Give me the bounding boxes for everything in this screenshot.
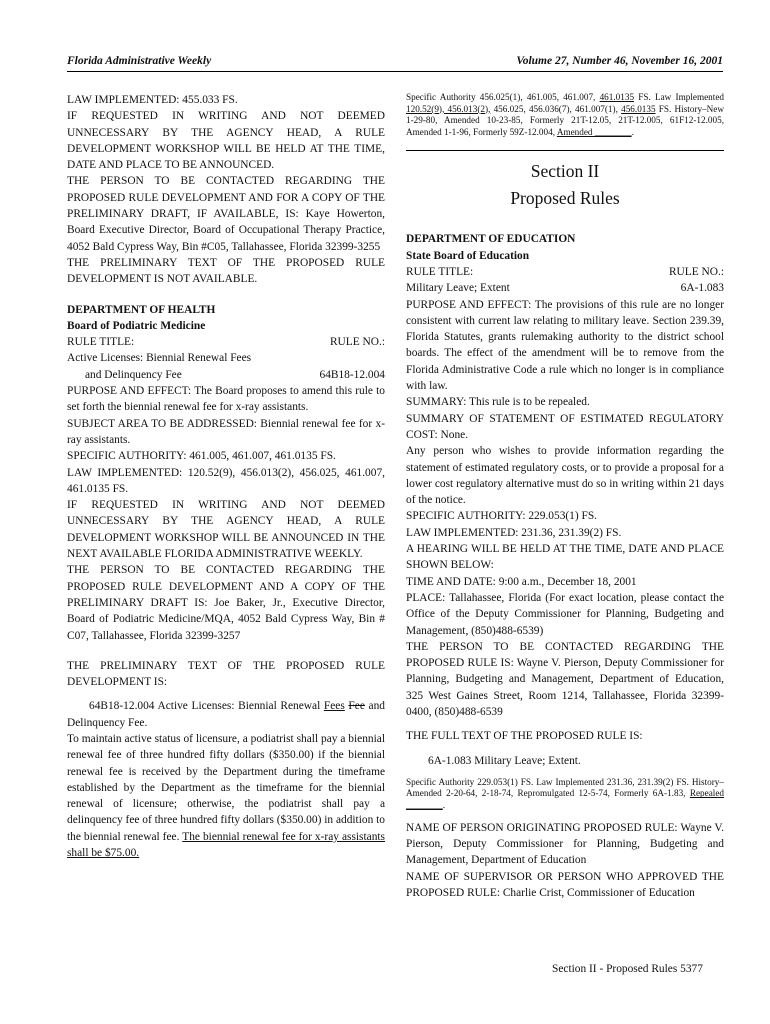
history-insert-2: 120.52(9), 456.013(2), [406,103,491,114]
department-heading-2: DEPARTMENT OF EDUCATION [406,233,576,246]
rule-title-line-2: and Delinquency Fee [85,368,182,381]
regulatory-cost: SUMMARY OF STATEMENT OF ESTIMATED REGULATORY COST: None. [406,412,724,441]
summary: SUMMARY: This rule is to be repealed. [406,396,590,409]
rule-title-label: RULE TITLE: [67,336,135,349]
rule-text-part-2: and Delinquency Fee. [67,700,385,729]
rule-title-label-2: RULE TITLE: [406,265,474,278]
rule-title-line-1: Active Licenses: Biennial Renewal Fees [67,352,252,365]
issue-info: Volume 27, Number 46, November 16, 2001 [516,55,723,67]
publication-title: Florida Administrative Weekly [67,55,212,67]
rule-title-row-2 [67,367,385,383]
deleted-text: Fee [348,700,365,713]
originator: NAME OF PERSON ORIGINATING PROPOSED RULE: Wayne V. Pierson, Deputy Commissioner for Planning, Budgeting and Management, Department of Education [406,821,724,867]
inserted-text: Fees [323,700,345,713]
history-2-text: Specific Authority 229.053(1) FS. Law Implemented 231.36, 231.39(2) FS. History–Amended 2-20-64, 2-18-74, Repromulgated 12-5-74, Formerly 6A-1.83, [406,776,724,799]
cost-proposal-notice: Any person who wishes to provide information regarding the statement of estimated regulatory costs, or to provide a proposal for a lower cost regulatory alternative must do so in writing within 21 days of the notice. [406,445,724,507]
rule-text-heading [67,698,385,731]
law-implemented-2: LAW IMPLEMENTED: 120.52(9), 456.013(2), 456.025, 461.007, 461.0135 FS. [67,466,385,495]
full-text-heading: THE FULL TEXT OF THE PROPOSED RULE IS: [406,730,643,743]
specific-authority: SPECIFIC AUTHORITY: 461.005, 461.007, 461.0135 FS. [67,450,336,463]
section-subtitle: Proposed Rules [510,188,620,209]
history-2-repealed: Repealed ________ [406,788,725,811]
history-part-2: FS. Law Implemented [638,92,724,102]
department-heading: DEPARTMENT OF HEALTH [67,303,216,316]
left-column [67,92,385,861]
hearing-time: TIME AND DATE: 9:00 a.m., December 18, 2001 [406,575,637,588]
hearing-place: PLACE: Tallahassee, Florida (For exact location, please contact the Office of the Deputy Commissioner for Planning, Budgeting and Management, (850)488-6539) [406,591,724,637]
history-insert-3: 456.0135 [621,103,656,114]
law-implemented-3: LAW IMPLEMENTED: 231.36, 231.39(2) FS. [406,526,622,539]
page-footer: Section II - Proposed Rules 5377 [552,963,703,975]
rule-no-label-2: RULE NO.: [668,265,724,278]
subject-area: SUBJECT AREA TO BE ADDRESSED: Biennial renewal fee for x-ray assistants. [67,417,385,446]
law-implemented: LAW IMPLEMENTED: 455.033 FS. [67,94,238,106]
workshop-notice: IF REQUESTED IN WRITING AND NOT DEEMED UNNECESSARY BY THE AGENCY HEAD, A RULE DEVELOPMENT WORKSHOP WILL BE HELD AT THE TIME, DATE AND PLACE TO BE ANNOUNCED. [67,110,385,172]
contact-person-2: THE PERSON TO BE CONTACTED REGARDING THE PROPOSED RULE DEVELOPMENT AND A COPY OF THE PRELIMINARY DRAFT IS: Joe Baker, Jr., Executive Director, Board of Podiatric Medicine/MQA, 4052 Bald Cypress Way, Bin # C07, Tallahassee, Florida 32399-3257 [67,564,385,642]
rule-title-2: Military Leave; Extent [406,282,510,295]
purpose-and-effect: PURPOSE AND EFFECT: The Board proposes to amend this rule to set forth the biennial renewal fee for x-ray assistants. [67,385,385,414]
preliminary-text-heading: THE PRELIMINARY TEXT OF THE PROPOSED RULE DEVELOPMENT IS: [67,659,385,689]
rule-title-row [67,334,385,350]
rule-no-label: RULE NO.: [329,336,385,349]
section-divider [406,150,724,151]
workshop-notice-2: IF REQUESTED IN WRITING AND NOT DEEMED UNNECESSARY BY THE AGENCY HEAD, A RULE DEVELOPMENT WORKSHOP WILL BE ANNOUNCED IN THE NEXT AVAILABLE FLORIDA ADMINISTRATIVE WEEKLY. [67,499,385,561]
contact-person-3: THE PERSON TO BE CONTACTED REGARDING THE PROPOSED RULE IS: Wayne V. Pierson, Deputy Commissioner for Planning, Budgeting and Management, Department of Education, 325 West Gaines Street, Room 1214, Tallahassee, Florida 32399-0400, (850)488-6539 [406,640,724,718]
rule-number: 64B18-12.004 [319,368,385,381]
running-header [67,55,723,72]
history-insert-4: Amended ________ [556,126,632,137]
contact-person: THE PERSON TO BE CONTACTED REGARDING THE PROPOSED RULE DEVELOPMENT AND FOR A COPY OF THE PRELIMINARY DRAFT, IF AVAILABLE, IS: Kaye Howerton, Board Executive Director, Board of Occupational Therapy Practice, 4052 Bald Cypress Way, Bin #C05, Tallahassee, Florida 32399-3255 [67,175,385,253]
inserted-text-2: The biennial renewal fee for x-ray assistants shall be $75.00. [67,830,385,860]
rule-title-row-4 [406,280,724,296]
rule-title-row-3 [406,264,724,280]
section-title: Section II [530,161,600,182]
right-column [406,92,724,901]
history-insert-1: 461.0135 [599,92,635,102]
rule-number-2: 6A-1.083 [680,282,724,295]
board-heading: Board of Podiatric Medicine [67,319,206,332]
history-part-1: Specific Authority 456.025(1), 461.005, 461.007, [406,92,596,102]
rule-body-text: To maintain active status of licensure, a podiatrist shall pay a biennial renewal fee of three hundred fifty dollars ($350.00) if the biennial renewal fee is received by the Department during the timeframe established by the Department as the timeframe for the biennial renewal of licensure; otherwise, the podiatrist shall pay a delinquency fee of three hundred fifty dollars ($350.00) in addition to the biennial renewal fee. [67,732,385,843]
history-part-4: FS. History–New 1-29-80, Amended 10-23-85, Formerly 21T-12.05, 21T-12.005, 61F12-12.005, Amended 1-1-96, Formerly 59Z-12.004, [406,103,725,137]
hearing-notice: A HEARING WILL BE HELD AT THE TIME, DATE AND PLACE SHOWN BELOW: [406,543,724,572]
rule-body [67,731,385,861]
preliminary-text-notice: THE PRELIMINARY TEXT OF THE PROPOSED RULE DEVELOPMENT IS NOT AVAILABLE. [67,256,385,286]
specific-authority-2: SPECIFIC AUTHORITY: 229.053(1) FS. [406,510,598,523]
history-note-2: Specific Authority 229.053(1) FS. Law Implemented 231.36, 231.39(2) FS. History–Amended 2-20-64, 2-18-74, Repromulgated 12-5-74, Formerly 6A-1.83, Repealed ________. [406,776,725,811]
rule-text-part: 64B18-12.004 Active Licenses: Biennial Renewal [89,700,321,713]
history-note: Specific Authority 456.025(1), 461.005, 461.007, 461.0135 FS. Law Implemented 120.52(9), 456.013(2), 456.025, 456.036(7), 461.007(1), 456.0135 FS. History–New 1-29-80, Amended 10-23-85, Formerly 21T-12.05, 21T-12.005, 61F12-12.005, Amended 1-1-96, Formerly 59Z-12.004, Amended ________. [406,92,725,137]
board-heading-2: State Board of Education [406,249,530,262]
history-part-3: 456.025, 456.036(7), 461.007(1), [493,103,618,114]
rule-line: 6A-1.083 Military Leave; Extent. [428,754,581,767]
supervisor: NAME OF SUPERVISOR OR PERSON WHO APPROVED THE PROPOSED RULE: Charlie Crist, Commissioner of Education [406,870,724,899]
purpose-and-effect-2: PURPOSE AND EFFECT: The provisions of this rule are no longer consistent with current law relating to military leave. Section 239.39, Florida Statutes, grants rulemaking authority to the district school boards. The effect of the amendment will be to remove from the Florida Administrative Code a rule which no longer is in compliance with law. [406,298,724,393]
